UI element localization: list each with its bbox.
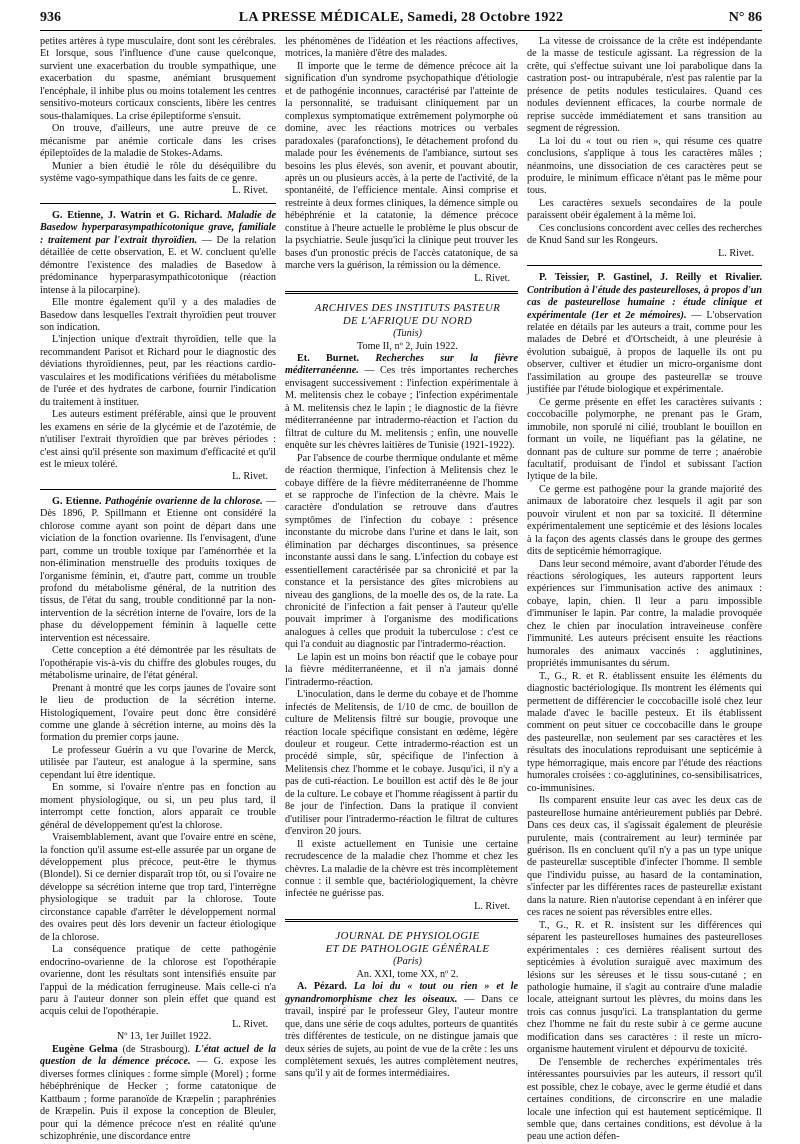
section-divider: [285, 291, 518, 294]
abstract-text: — L'observation relatée en détails par les auteurs a trait, comme pour les malades de Debré et d'Ortscheidt, à une pleurésie à évolution subaiguë, à propos de laquelle ils ont pu observer, cultiver et étudier un micro-organisme dont l'assimilation au groupe des pasteurellæ se trouve justifiée par l'étude biologique et expérimentale.: [527, 309, 763, 396]
section-title: DE L'AFRIQUE DU NORD: [342, 315, 473, 328]
abstract-text: — Dans ce travail, inspiré par le professeur Gley, l'auteur montre que, dans une série de coqs adultes, porteurs de quantités très différentes de testicule, on ne distingue jamais que deux séries de sujets, au point de vue de la crête : les uns complètement sexués, les autres complètement neutres, sans qu'il y ait de formes intermédiaires.: [285, 993, 519, 1080]
paragraph: Le lapin est un moins bon réactif que le cobaye pour la fièvre méditerranéenne, et il n'a jamais donné l'intradermo-réaction.: [285, 651, 518, 688]
issue-number: N° 86: [728, 10, 762, 25]
paragraph: L'inoculation, dans le derme du cobaye et de l'homme infectés de Melitensis, de 1/10 de cmc. de bouillon de culture de Melitensis filtré sur bougie, provoque une réaction locale spécifique consistant en œdème, légère douleur et rougeur. Cette intradermo-réaction est un procédé simple, sûr, spécifique de l'infection à Melitensis chez l'homme et le cobaye. Jusqu'ici, il n'y a pas de cuti-réaction. Le bouillon est actif dès le 8e jour de la culture. Le cobaye et l'homme réagissent à partir du 8e jour de l'infection. Dans la pratique il convient d'utiliser pour l'intradermo-réaction le filtrat de cultures d'environ 20 jours.: [285, 689, 518, 838]
section-place: (Paris): [393, 956, 422, 968]
abstract-paragraph: [40, 1044, 276, 1144]
section-title: ARCHIVES DES INSTITUTS PASTEUR: [314, 302, 501, 315]
paragraph: Les auteurs estiment préférable, ainsi que le prouvent les examens en série de la glycémie et de l'azotémie, de n'utiliser l'extrait thyroïdien que par brèves périodes : c'est ainsi qu'il présente son maximum d'efficacité et qu'il est le mieux toléré.: [40, 409, 276, 470]
paragraph: Elle montre également qu'il y a des maladies de Basedow dans lesquelles l'extrait thyroïdien peut trouver son indication.: [40, 297, 276, 333]
paragraph: L'injection unique d'extrait thyroïdien, telle que la recommandent Parisot et Richard pour le diagnostic des déviations thyroïdiennes, peut, par les réactions cardio-vasculaires et les modifications vérifiées du métabolisme de l'urée et des hydrates de carbone, fournir l'indication du traitement à instituer.: [40, 334, 276, 408]
journal-title: LA PRESSE MÉDICALE, Samedi, 28 Octobre 1922: [238, 10, 564, 25]
column-3: [527, 36, 762, 1144]
issue-line: Tome II, nº 2, Juin 1922.: [357, 340, 458, 352]
section-title: ET DE PATHOLOGIE GÉNÉRALE: [325, 943, 490, 956]
paragraph: La vitesse de croissance de la crête est indépendante de la masse de testicule agissant. La régression de la crête, qui s'effectue suivant une loi parabolique dans la castration post- ou intrapubérale, n'est pas ralentie par la présence de petits nodules testiculaires. Quand ces nodules deviennent efficaces, la courbe normale de reprise succède immédiatement et sans transition au segment de régression.: [527, 36, 762, 135]
article-authors: G. Etienne, J. Watrin et G. Richard.: [52, 209, 223, 221]
signature: L. Rivet.: [718, 247, 754, 259]
issue-line: An. XXI, tome XX, nº 2.: [356, 968, 459, 980]
author-place: (de Strasbourg).: [122, 1043, 191, 1055]
article-title: Maladie de Basedow hyperparasympathicotonique grave, familiale : traitement par l'extrait thyroïdien.: [40, 209, 277, 246]
section-divider: [285, 919, 518, 922]
page-header: [40, 8, 762, 30]
abstract-text: — De la relation détaillée de cette observation, E. et W. concluent qu'elle démontre l'existence des maladies de Basedow à prédominance hyperparasympathicotonique (réaction intense à la pilocarpine).: [40, 234, 276, 296]
paragraph: La loi du « tout ou rien », qui résume ces quatre conclusions, s'applique à tous les caractères mâles ; néanmoins, une dissociation de ces caractères peut se produire, le minimum efficace n'étant pas le même pour tous.: [527, 135, 762, 197]
section-title: JOURNAL DE PHYSIOLOGIE: [335, 930, 480, 943]
article-title: La loi du « tout ou rien » et le gynandromorphisme chez les oiseaux.: [285, 981, 519, 1005]
paragraph: Dans leur second mémoire, avant d'aborder l'étude des réactions sérologiques, les auteurs rapportent leurs expériences sur l'immunisation active des animaux : cobaye, lapin, chien. Il leur a paru impossible d'immuniser le lapin. Par contre, la maladie provoquée chez le chien par inoculation intraveineuse confère l'immunité. Les auteurs précisent ensuite les réactions humorales des animaux vaccinés : agglutinines, propriétés immunisantes du sérum.: [527, 558, 762, 670]
article-authors: P. Teissier, P. Gastinel, J. Reilly et Rivalier.: [539, 272, 762, 284]
paragraph: T., G., R. et R. insistent sur les différences qui séparent les pasteurelloses humaines des pasteurelloses expérimentales : ces dernières réalisent surtout des septicémies à évolution suraiguë avec maximum des lésions sur les séreuses et le tissu sous-cutané ; en pathologie humaine, il s'agit au contraire d'une maladie locale, atteignant surtout les plèvres, du moins dans les trois cas connus jusqu'ici. La transplantation du germe chez l'homme ne fait du reste subir à ce germe aucune modification dans ses caractères : il reste un micro-organisme hautement virulent et dépourvu de toxicité.: [527, 919, 762, 1056]
divider: [40, 489, 276, 490]
paragraph: T., G., R. et R. établissent ensuite les éléments du diagnostic bactériologique. Ils montrent les éléments qui permettent de différencier le coccobacille isolé chez leur malade d'avec le bacille pesteux. Et ils établissent comment on peut situer ce coccobacille dans le groupe des pasteurellæ, non seulement par ses caractères et les résultats des inoculations reproduisant une septicémie à type hémorragique, mais encore par l'étude des réactions humorales croisées : co-agglutinines, co-sensibilisatrices, co-immunisines.: [527, 670, 762, 794]
signature: L. Rivet.: [474, 272, 510, 284]
article-title: L'état actuel de la question de la démence précoce.: [40, 1043, 277, 1068]
paragraph: Prenant à montré que les corps jaunes de l'ovaire sont le lieu de production de la sécrétion interne. Histologiquement, l'ovaire peut donc être considéré comme une glande à sécrétion interne, au moins dès la formation du premier corps jaune.: [40, 682, 276, 744]
abstract-text: — Ces très importantes recherches envisagent successivement : l'infection expérimentale à M. melitensis chez le cobaye ; l'infection expérimentale à M. melitensis chez le lapin ; le diagnostic de la fièvre méditerranéenne par intradermo-réaction et l'action du filtrat de culture du M. melitensis ; enfin, une nouvelle enquête sur les chèvres laitières de Tunisie (1921-1922).: [285, 365, 518, 452]
abstract-paragraph: [285, 353, 518, 453]
signature: L. Rivet.: [474, 900, 510, 912]
section-place: (Tunis): [393, 328, 422, 340]
article-authors: G. Etienne.: [52, 495, 102, 507]
article-authors: Eugène Gelma: [52, 1043, 118, 1055]
paragraph: Ces conclusions concordent avec celles des recherches de Knud Sand sur les Rongeurs.: [527, 222, 762, 247]
signature: L. Rivet.: [232, 1018, 268, 1030]
abstract-text: — Dès 1896, P. Spillmann et Etienne ont considéré la chlorose comme ayant son point de départ dans une viciation de la fonction ovarienne. Ils l'envisagent, d'une part, comme un trouble toxique par l'aménorrhée et la non-élimination menstruelle des produits toxiques de l'organisme féminin, et, d'autre part, comme un trouble profond du métabolisme général, de la nutrition des tissus, de l'état du sang, trouble conditionné par la non-intervention de la sécrétion interne de l'ovaire, lors de la phase du développement féminin à laquelle cette intervention est nécessaire.: [40, 495, 277, 644]
issue-line: Nº 13, 1er Juillet 1922.: [116, 1031, 212, 1043]
paragraph: les phénomènes de l'idéation et les réactions affectives, motrices, la manière d'être des malades.: [285, 36, 518, 60]
abstract-text: — G. expose les diverses formes cliniques : forme simple (Morel) ; forme hébéphrénique de Hecker ; forme catatonique de Kattbaum ; forme paranoïde de Kræpelin ; paraphrénies de Kræpelin. Puis il expose la conception de Bleuler, pour qui la démence précoce n'est en réalité qu'une schizophrénie, une discordance entre: [40, 1056, 277, 1142]
paragraph: Par l'absence de courbe thermique ondulante et même de réaction thermique, l'infection à Melitensis chez le cobaye diffère de la fièvre méditerranéenne de l'homme et se rapproche de l'infection de la chèvre. Mais le caractère d'ondulation se retrouve dans d'autres symptômes de l'infection du cobaye : présence inconstante du microbe dans l'urine et dans le lait, son élimination par décharges discontinues, sa présence inconstante aussi dans le sang. L'infection du cobaye est essentiellement caractérisée par sa chronicité et par la constance et la persistance des gîtes microbiens au niveau des ganglions, de la moelle des os, de la rate. La chronicité de l'infection a fait penser à l'auteur qu'elle pouvait imprimer à l'organisme des modifications analogues à celles que produit la tuberculose : c'est ce qui l'a conduit au diagnostic par l'intradermo-réaction.: [285, 452, 518, 651]
divider: [40, 203, 276, 204]
article-title: Recherches sur la fièvre méditerranéenne.: [285, 352, 519, 377]
article-title: Pathogénie ovarienne de la chlorose.: [104, 495, 263, 507]
paragraph: Vraisemblablement, avant que l'ovaire entre en scène, la fonction qu'il assume est-elle assurée par un organe de développement plus précoce, peut-être le thymus (Blondel). Si ce dernier disparaît trop tôt, ou si l'ovaire ne développe sa sécrétion interne que trop tard, l'interrègne physiologique se traduit par la chlorose. Toute circonstance capable d'arrêter le développement normal des ovaires peut dès lors devenir un facteur étiologique de la chlorose.: [40, 832, 276, 943]
paragraph: Il existe actuellement en Tunisie une certaine recrudescence de la maladie chez l'homme et chez les chèvres. La maladie de la chèvre est très incomplètement connue : il semble que, bactériologiquement, la chèvre infectée ne guérisse pas.: [285, 838, 518, 900]
paragraph: Il importe que le terme de démence précoce ait la signification d'un syndrome psychopathique d'étiologie et de pathogénie inconnues, caractérisé par l'atteinte de la personnalité, se traduisant cliniquement par un complexus symptomatique extrêmement polymorphe où domine, avec les réactions motrices ou verbales paradoxales (parafonctions), le détachement profond du malade pour les événements de l'ambiance, surtout ses besoins les plus élevés, son avenir, et pouvant aboutir, après un ou plusieurs accès, à la perte de l'activité, de la spontanéité, de l'efficience mentale. Ainsi comprise et restreinte à deux formes cliniques, la démence simple ou hébéphrénie et la catatonie, la démence précoce constitue à l'heure actuelle le problème le plus obscur de la psychiatrie. Seule jusqu'ici la clinique peut trouver les bases d'un pronostic précis de l'accès catatonique, de sa marche vers la guérison, la rémission ou la démence.: [285, 60, 518, 272]
page-number: 936: [40, 10, 61, 25]
signature: L. Rivet.: [232, 185, 268, 197]
column-2: [285, 36, 518, 1081]
paragraph: On trouve, d'ailleurs, une autre preuve de ce mécanisme par anémie corticale dans les crises épileptoïdes de la maladie de Stokes-Adams.: [40, 123, 276, 160]
signature: L. Rivet.: [232, 471, 268, 483]
column-1: [40, 36, 276, 1143]
paragraph: petites artères à type musculaire, dont sont les cérébrales. Et lorsque, sous l'influence d'une cause quelconque, survient une exacerbation du trouble sympathique, une exacerbation du spasme, anémiant brusquement l'encéphale, il inhibe plus ou moins totalement les centres sensitivo-moteurs corticaux conscients, libère les centres sous-thalamiques. La crise épileptiforme s'ensuit.: [40, 36, 276, 122]
header-rule: [40, 30, 762, 31]
abstract-paragraph: [40, 210, 276, 297]
divider: [527, 265, 762, 266]
paragraph: Ils comparent ensuite leur cas avec les deux cas de pasteurellose humaine antérieurement publiés par Debré. Dans ces deux cas, il s'agissait également de pleurésie purulente, mais (contrairement au leur) terminée par guérison. Ils en concluent qu'il n'y a pas un type unique de pasteurellæ susceptible d'infecter l'homme. Il semble que l'individu puisse, au hasard de la contamination, s'infecter par les différentes races de pasteurellæ existant dans la nature. Rien n'autorise cependant à en inférer que ces races ne soient pas réversibles entre elles.: [527, 795, 762, 919]
abstract-paragraph: [285, 981, 518, 1081]
paragraph: La conséquence pratique de cette pathogénie endocrino-ovarienne de la chlorose est l'opothérapie ovarienne, dont les résultats sont intensifiés ensuite par l'appui de la médication ferrugineuse. Mais celle-ci n'a paru à l'auteur donner son plein effet que quand est acquis celui de l'opothérapie.: [40, 944, 276, 1018]
paragraph: Ce germe présente en effet les caractères suivants : coccobacille polymorphe, ne prenant pas le Gram, immobile, non sporulé ni cilié, troublant le bouillon en formant un voile, ne liquéfiant pas la gélatine, ne donnant pas de culture sur pomme de terre ; anaérobie facultatif, produisant de l'indol et subissant l'action lytique de la bile.: [527, 396, 762, 483]
paragraph: Cette conception a été démontrée par les résultats de l'opothérapie vis-à-vis du chiffre des globules rouges, du métabolisme urinaire, de l'état général.: [40, 645, 276, 682]
paragraph: Munier a bien étudié le rôle du déséquilibre du système vago-sympathique dans les faits de ce genre.: [40, 160, 276, 184]
abstract-paragraph: [40, 496, 276, 645]
paragraph: En somme, si l'ovaire n'entre pas en fonction au moment physiologique, ou si, un peu plus tard, il interrompt cette fonction, alors apparaît ce trouble général de développement qu'est la chlorose.: [40, 782, 276, 831]
paragraph: Les caractères sexuels secondaires de la poule paraissent obéir également à la même loi.: [527, 197, 762, 222]
paragraph: De l'ensemble de recherches expérimentales très intéressantes poursuivies par les auteurs, il ressort qu'il est possible, chez le cobaye, avec le germe étudié et dans certaines conditions, de circonscrire en une maladie locale une infection qui est hautement septicémique. Il semble que, dans certaines conditions, est dévolue à la peau une action défen-: [527, 1056, 762, 1143]
paragraph: Le professeur Guérin a vu que l'ovarine de Merck, utilisée par l'auteur, est analogue à la spermine, sans cependant lui être identique.: [40, 744, 276, 781]
article-authors: Et. Burnet.: [297, 352, 360, 364]
article-title: Contribution à l'étude des pasteurelloses, à propos d'un cas de pasteurellose humaine : étude clinique et expérimentale (1er et 2e mémoires).: [527, 284, 762, 321]
article-authors: A. Pézard.: [297, 981, 347, 993]
abstract-paragraph: [527, 272, 762, 397]
paragraph: Ce germe est pathogène pour la grande majorité des animaux de laboratoire chez lesquels il agit par son pouvoir virulent et non par sa toxicité. Il détermine expérimentalement une septicémie et des lésions locales à la façon des agents classés dans le groupe des germes dits de septicémie hémorragique.: [527, 483, 762, 558]
